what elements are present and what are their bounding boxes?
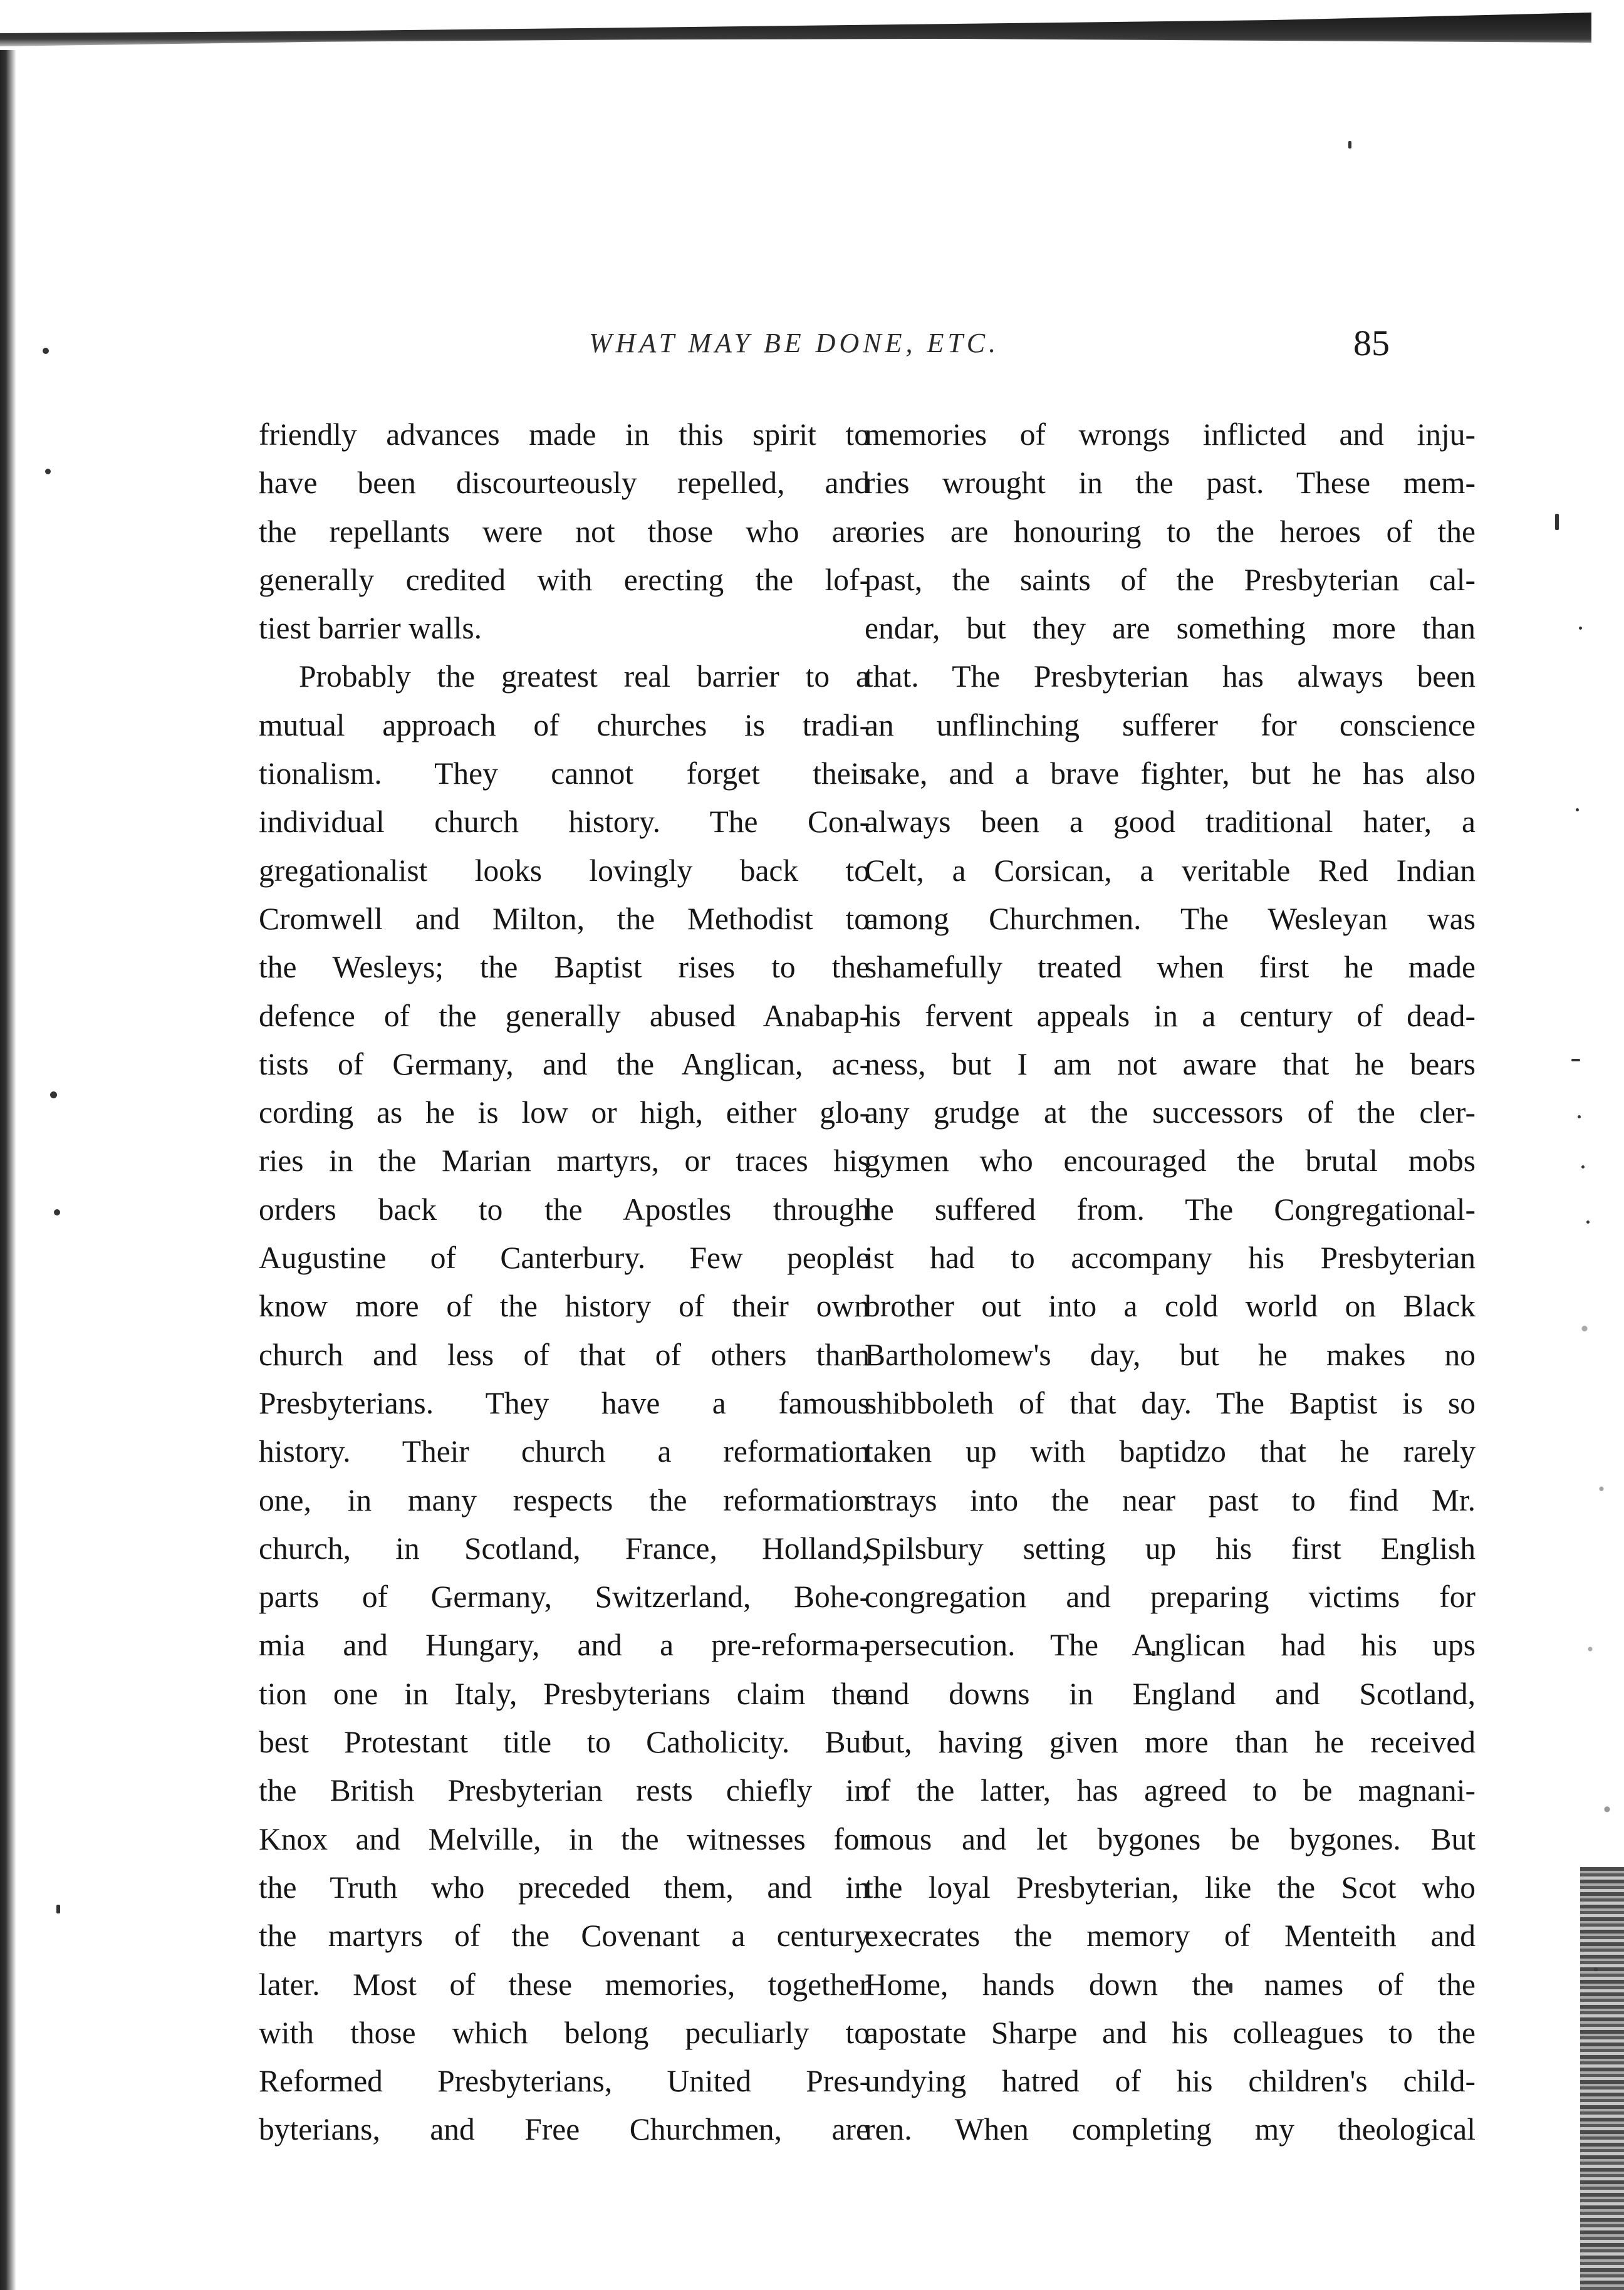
text-line: parts of Germany, Switzerland, Bohe- (259, 1580, 870, 1615)
text-line: past, the saints of the Presbyterian cal- (865, 562, 1476, 597)
text-line: undying hatred of his children's child- (865, 2064, 1476, 2099)
scan-speck (1586, 1220, 1590, 1224)
text-line: gymen who encouraged the brutal mobs (865, 1143, 1476, 1179)
text-line: ist had to accompany his Presbyterian (865, 1241, 1476, 1276)
text-line: taken up with baptidzo that he rarely (865, 1434, 1476, 1469)
text-line: ness, but I am not aware that he bears (865, 1046, 1476, 1081)
text-line: Home, hands down the names of the (865, 1967, 1476, 2002)
text-line: know more of the history of their own (259, 1289, 870, 1324)
text-line: among Churchmen. The Wesleyan was (865, 901, 1476, 936)
text-line: ries in the Marian martyrs, or traces his (259, 1143, 870, 1179)
text-line: Reformed Presbyterians, United Pres- (259, 2064, 870, 2099)
text-line: any grudge at the successors of the cler- (865, 1095, 1476, 1130)
text-line: tionalism. They cannot forget their (259, 756, 870, 791)
text-line: memories of wrongs inflicted and inju- (865, 417, 1476, 452)
text-line: orders back to the Apostles through (259, 1192, 870, 1227)
scan-speck (1555, 514, 1559, 530)
text-line: generally credited with erecting the lof- (259, 562, 870, 597)
text-line: Spilsbury setting up his first English (865, 1531, 1476, 1566)
text-line: defence of the generally abused Anabap- (259, 998, 870, 1033)
page-number: 85 (1353, 323, 1390, 363)
paragraph-first-line: Probably the greatest real barrier to a (299, 659, 870, 694)
text-line: byterians, and Free Churchmen, are (259, 2112, 870, 2147)
text-line: tists of Germany, and the Anglican, ac- (259, 1046, 870, 1081)
text-line: persecution. The Anglican had his ups (865, 1628, 1476, 1663)
text-line: Cromwell and Milton, the Methodist to (259, 901, 870, 936)
text-line: apostate Sharpe and his colleagues to the (865, 2015, 1476, 2050)
text-line: tiest barrier walls. (259, 611, 482, 646)
text-line: individual church history. The Con- (259, 804, 870, 840)
text-line: brother out into a cold world on Black (865, 1289, 1476, 1324)
text-line: one, in many respects the reformation (259, 1482, 870, 1517)
scan-speck (54, 1209, 60, 1215)
text-line: tion one in Italy, Presbyterians claim the (259, 1676, 870, 1711)
scan-speck (1581, 1165, 1585, 1168)
text-line: execrates the memory of Menteith and (865, 1918, 1476, 1954)
text-line: church, in Scotland, France, Holland, (259, 1531, 870, 1566)
text-line: and downs in England and Scotland, (865, 1676, 1476, 1711)
text-line: church and less of that of others than (259, 1337, 870, 1372)
text-line: best Protestant title to Catholicity. But (259, 1725, 870, 1760)
scan-speck (1579, 627, 1582, 630)
text-line: of the latter, has agreed to be magnani- (865, 1773, 1476, 1808)
text-line: the British Presbyterian rests chiefly in (259, 1773, 870, 1808)
text-line: Knox and Melville, in the witnesses for (259, 1821, 870, 1856)
text-line: the loyal Presbyterian, like the Scot who (865, 1870, 1476, 1905)
text-line: the martyrs of the Covenant a century (259, 1918, 870, 1954)
scan-speck (1348, 141, 1351, 148)
text-line: have been discourteously repelled, and (259, 466, 870, 501)
text-line: Bartholomew's day, but he makes no (865, 1337, 1476, 1372)
text-line: mia and Hungary, and a pre-reforma- (259, 1628, 870, 1663)
scan-speck (43, 348, 49, 354)
text-line: an unflinching sufferer for conscience (865, 707, 1476, 742)
text-line: history. Their church a reformation (259, 1434, 870, 1469)
text-line: that. The Presbyterian has always been (865, 659, 1476, 694)
text-line: shibboleth of that day. The Baptist is so (865, 1385, 1476, 1420)
scan-right-edge-strip (1580, 1867, 1624, 2290)
scan-speck (1571, 1059, 1580, 1061)
text-line: his fervent appeals in a century of dead- (865, 998, 1476, 1033)
text-line: ories are honouring to the heroes of the (865, 514, 1476, 549)
text-line: later. Most of these memories, together (259, 1967, 870, 2002)
text-line: he suffered from. The Congregational- (865, 1192, 1476, 1227)
text-line: Celt, a Corsican, a veritable Red Indian (865, 853, 1476, 888)
text-line: mutual approach of churches is tradi- (259, 707, 870, 742)
text-line: strays into the near past to find Mr. (865, 1482, 1476, 1517)
scan-speck (1578, 1115, 1581, 1118)
text-line: ries wrought in the past. These mem- (865, 466, 1476, 501)
text-line: sake, and a brave fighter, but he has also (865, 756, 1476, 791)
scan-speck (1576, 808, 1579, 811)
scan-speck (50, 1091, 57, 1098)
text-line: friendly advances made in this spirit to (259, 417, 870, 452)
scan-speck (45, 469, 51, 474)
text-line: mous and let bygones be bygones. But (865, 1821, 1476, 1856)
text-line: shamefully treated when first he made (865, 950, 1476, 985)
scan-left-edge-shadow (0, 50, 16, 2290)
text-line: endar, but they are something more than (865, 611, 1476, 646)
text-line: Presbyterians. They have a famous (259, 1385, 870, 1420)
text-line: ren. When completing my theological (865, 2112, 1476, 2147)
text-line: the Truth who preceded them, and in (259, 1870, 870, 1905)
text-line: the repellants were not those who are (259, 514, 870, 549)
text-line: gregationalist looks lovingly back to (259, 853, 870, 888)
text-line: cording as he is low or high, either glo- (259, 1095, 870, 1130)
running-head: WHAT MAY BE DONE, ETC. (589, 328, 1000, 358)
text-line: but, having given more than he received (865, 1725, 1476, 1760)
text-line: congregation and preparing victims for (865, 1580, 1476, 1615)
left-column (259, 410, 870, 2154)
scan-speck (56, 1905, 60, 1913)
text-line: always been a good traditional hater, a (865, 804, 1476, 840)
right-column (865, 410, 1476, 2154)
page-header (251, 321, 1441, 371)
text-line: Augustine of Canterbury. Few people (259, 1241, 870, 1276)
text-line: with those which belong peculiarly to (259, 2015, 870, 2050)
text-line: the Wesleys; the Baptist rises to the (259, 950, 870, 985)
